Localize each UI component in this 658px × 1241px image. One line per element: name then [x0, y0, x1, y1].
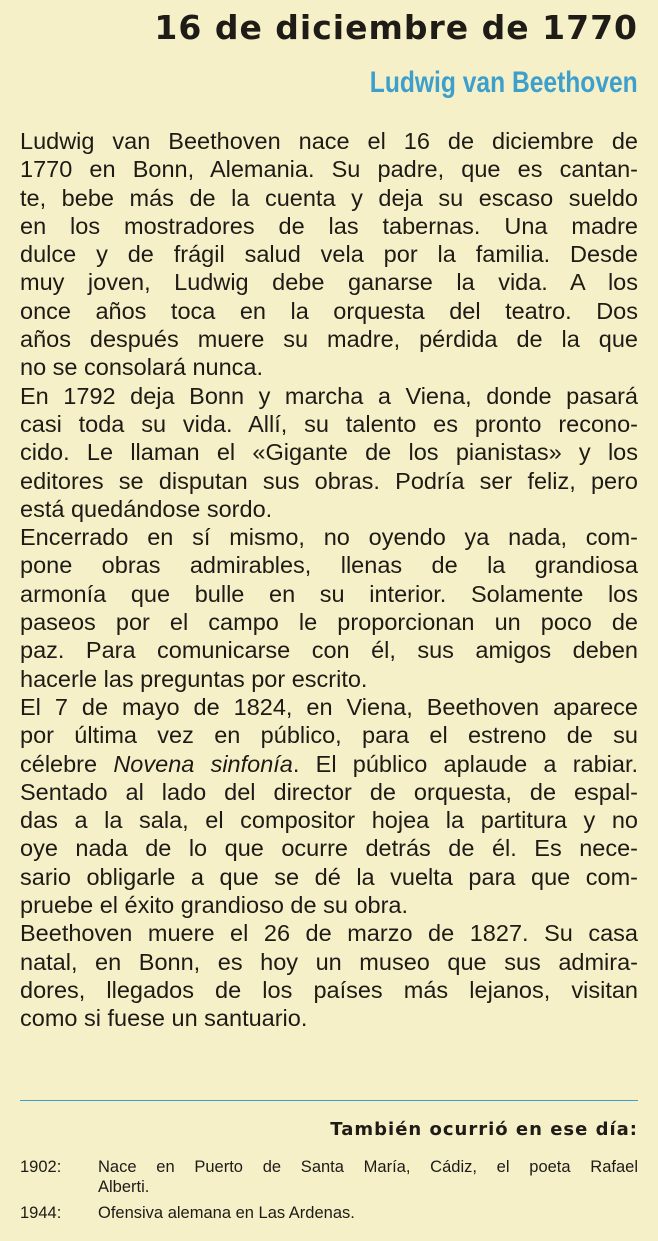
section-divider	[20, 1100, 638, 1101]
text-line: dores, llegados de los países más lejanos, visitan	[20, 976, 638, 1003]
text-line: dulce y de frágil salud vela por la familia. Desde	[20, 241, 638, 268]
text-line: en los mostradores de las tabernas. Una madre	[20, 212, 638, 239]
event-description	[98, 1203, 638, 1223]
text-fragment: . El público aplaude a rabiar.	[292, 750, 639, 777]
text-line: Encerrado en sí mismo, no oyendo ya nada, com-	[20, 524, 638, 551]
text-line: paz. Para comunicarse con él, sus amigos deben	[20, 637, 638, 664]
text-line: Ofensiva alemana en Las Ardenas.	[98, 1204, 355, 1222]
text-line: Sentado al lado del director de orquesta, de espal-	[20, 778, 638, 805]
page-title-date: 16 de diciembre de 1770	[154, 8, 638, 47]
event-item	[20, 1203, 638, 1223]
article-body	[20, 127, 638, 1033]
text-line: pone obras admirables, llenas de la grandiosa	[20, 552, 638, 579]
text-line: años después muere su madre, pérdida de la que	[20, 326, 638, 353]
text-fragment: célebre	[20, 750, 114, 777]
text-line: muy joven, Ludwig debe ganarse la vida. A los	[20, 269, 638, 296]
text-line: sario obligarle a que se dé la vuelta para que com-	[20, 863, 638, 890]
event-description	[98, 1157, 638, 1197]
text-line: no se consolará nunca.	[20, 354, 263, 381]
text-line	[20, 750, 638, 778]
event-year: 1944:	[20, 1204, 62, 1222]
text-line: En 1792 deja Bonn y marcha a Viena, donde pasará	[20, 382, 638, 409]
text-line: armonía que bulle en su interior. Solamente los	[20, 580, 638, 607]
events-list	[20, 1157, 638, 1229]
text-line: Alberti.	[98, 1178, 150, 1196]
text-line: das a la sala, el compositor hojea la partitura y no	[20, 807, 638, 834]
subject-name: Ludwig van Beethoven	[370, 66, 638, 99]
also-happened-heading: También ocurrió en ese día:	[330, 1119, 638, 1140]
text-line: por última vez en público, para el estreno de su	[20, 722, 638, 749]
text-line: está quedándose sordo.	[20, 495, 273, 522]
text-line: El 7 de mayo de 1824, en Viena, Beethoven aparece	[20, 693, 638, 720]
text-line: natal, en Bonn, es hoy un museo que sus admira-	[20, 948, 638, 975]
work-title: Novena sinfonía	[113, 750, 293, 777]
text-line: paseos por el campo le proporcionan un poco de	[20, 609, 638, 636]
text-line: hacerle las preguntas por escrito.	[20, 665, 368, 692]
text-line: Beethoven muere el 26 de marzo de 1827. Su casa	[20, 920, 638, 947]
text-line: te, bebe más de la cuenta y deja su escaso sueldo	[20, 184, 638, 211]
text-line: editores se disputan sus obras. Podría ser feliz, pero	[20, 467, 638, 494]
text-line: como si fuese un santuario.	[20, 1005, 308, 1032]
text-line: casi toda su vida. Allí, su talento es pronto recono-	[20, 410, 638, 437]
event-item	[20, 1157, 638, 1197]
text-line: cido. Le llaman el «Gigante de los pianistas» y los	[20, 439, 638, 466]
text-line: pruebe el éxito grandioso de su obra.	[20, 892, 409, 919]
text-line: Nace en Puerto de Santa María, Cádiz, el poeta Rafael	[98, 1158, 638, 1176]
text-line: Ludwig van Beethoven nace el 16 de diciembre de	[20, 128, 638, 154]
text-line: once años toca en la orquesta del teatro. Dos	[20, 297, 638, 324]
event-year: 1902:	[20, 1158, 62, 1176]
text-line: 1770 en Bonn, Alemania. Su padre, que es cantan-	[20, 156, 638, 183]
text-line: oye nada de lo que ocurre detrás de él. Es nece-	[20, 835, 638, 862]
